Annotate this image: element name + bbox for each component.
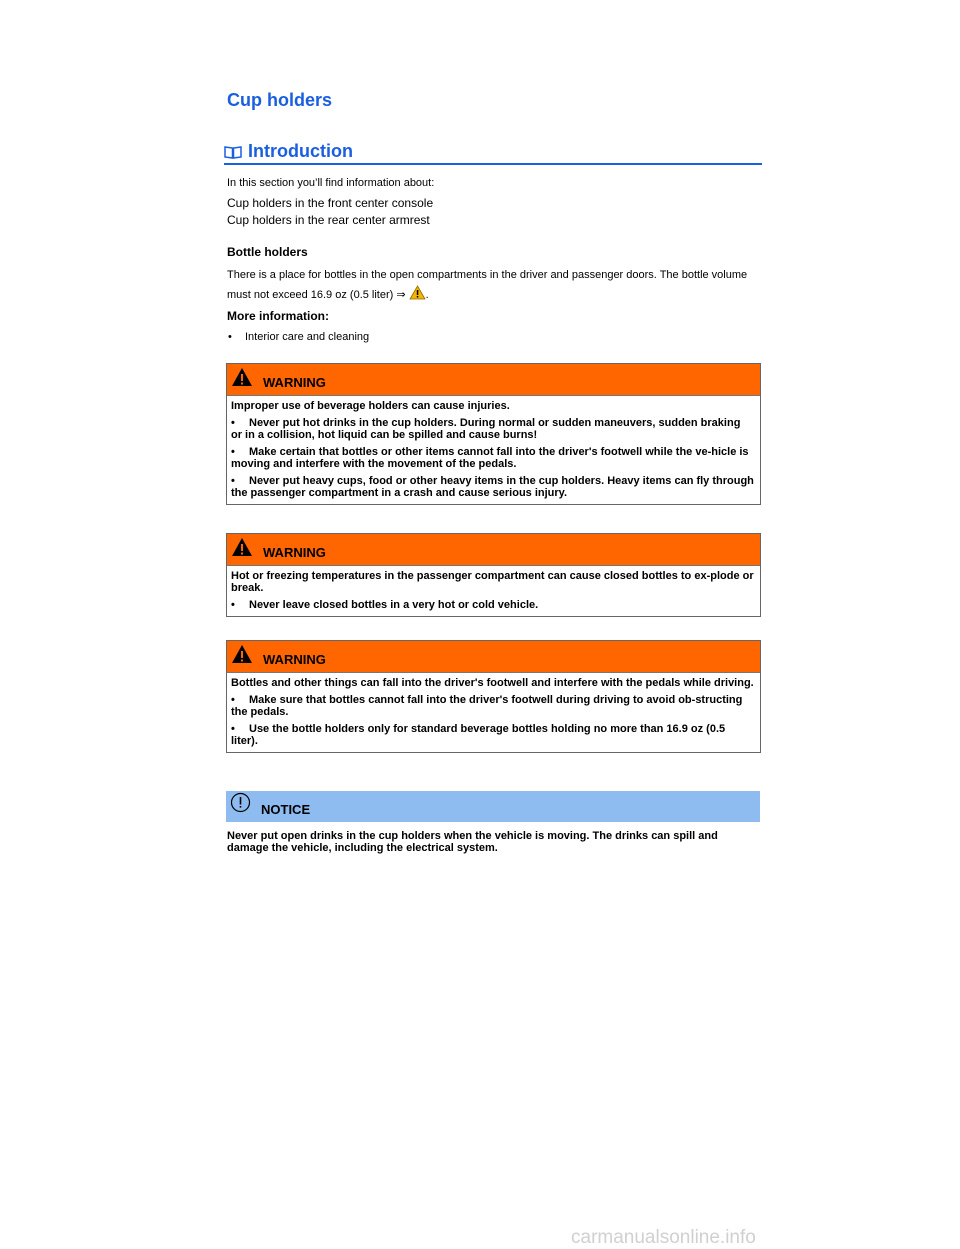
footer-watermark[interactable]: carmanualsonline.info [571,1227,756,1248]
topic-link[interactable]: Cup holders in the rear center armrest [227,213,430,227]
warning-triangle-icon [231,644,253,664]
warning-bullet: • Never put hot drinks in the cup holders. During normal or sudden maneuvers, sudden braking or in a collision, hot liquid can be spilled and cause burns! [231,417,741,441]
bottle-holders-heading: Bottle holders [227,245,308,259]
warning-bullet: • Make sure that bottles cannot fall into the driver's footwell during driving to avoid ob-structing the pedals. [231,694,743,718]
section-title: Cup holders [227,90,333,110]
topic-link[interactable]: Cup holders in the front center console [227,196,434,210]
warning-label: WARNING [263,545,326,560]
more-information-list [227,331,369,343]
bottle-holders-end: . [425,289,429,301]
list-item[interactable] [227,331,369,343]
warning-bullet: • Use the bottle holders only for standard beverage bottles holding no more than 16.9 oz (0.5 liter). [231,723,726,747]
topic-list [227,195,433,229]
introduction-text: In this section you’ll find information about: [227,177,435,189]
notice-text: Never put open drinks in the cup holders when the vehicle is moving. The drinks can spill and damage the vehicle, including the electrical system. [227,830,718,854]
warning-bullet: • Never leave closed bottles in a very hot or cold vehicle. [231,599,539,611]
notice-exclamation-icon [230,792,251,813]
notice-label: NOTICE [261,802,311,817]
warning-box [226,363,761,505]
warning-header [227,364,760,396]
bottle-holders-body: There is a place for bottles in the open compartments in the driver and passenger doors. The bottle volume must not exceed 16.9 oz (0.5 liter) ⇒ [227,269,748,301]
warning-body [227,566,760,616]
bullet: • [228,331,232,343]
warning-box [226,640,761,753]
warning-intro: Improper use of beverage holders can cause injuries. [231,400,510,412]
notice-header [226,791,760,822]
warning-header [227,534,760,566]
warning-label: WARNING [263,652,326,667]
warning-bullet: • Never put heavy cups, food or other heavy items in the cup holders. Heavy items can fly through the passenger compartment in a crash and cause serious injury. [231,475,754,499]
warning-box [226,533,761,617]
warning-label: WARNING [263,375,326,390]
introduction-title: Introduction [248,141,353,161]
book-icon [224,145,242,159]
warning-triangle-icon[interactable] [409,285,426,300]
warning-header [227,641,760,673]
warning-triangle-icon [231,537,253,557]
warning-intro: Bottles and other things can fall into the driver's footwell and interfere with the pedals while driving. [231,677,754,689]
warning-bullet: • Make certain that bottles or other items cannot fall into the driver's footwell while the ve-hicle is moving and interfere with the movement of the pedals. [231,446,749,470]
introduction-heading [224,141,762,165]
warning-triangle-icon [231,367,253,387]
more-information-heading: More information: [227,309,329,323]
warning-intro: Hot or freezing temperatures in the passenger compartment can cause closed bottles to ex-plode or break. [231,570,754,594]
more-info-link[interactable]: Interior care and cleaning [245,331,370,343]
warning-body [227,673,760,752]
warning-body [227,396,760,504]
bottle-holders-text [227,265,752,305]
